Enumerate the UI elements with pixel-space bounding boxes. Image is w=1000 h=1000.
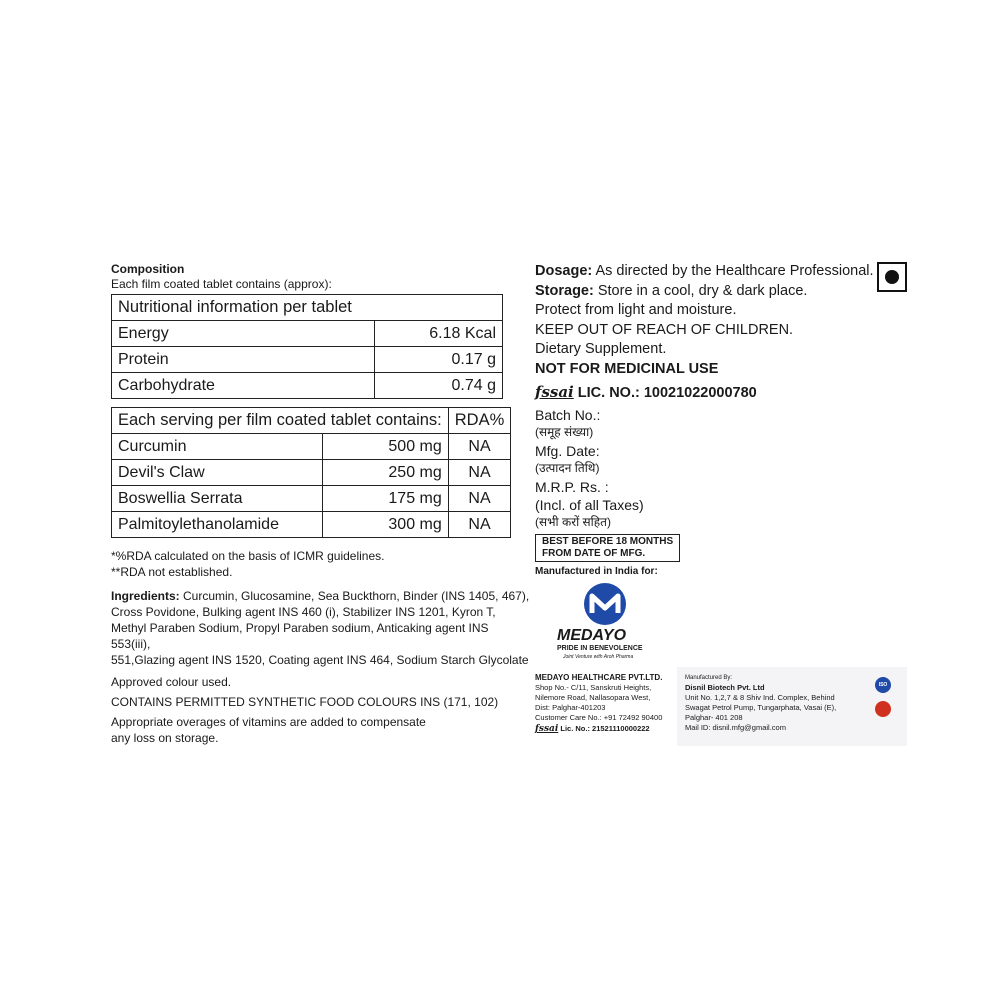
ingredient-name: Devil's Claw	[112, 460, 323, 486]
table-row	[112, 321, 503, 347]
ingredients-line: Curcumin, Glucosamine, Sea Buckthorn, Binder (INS 1405, 467),	[179, 589, 530, 603]
medayo-tagline: PRIDE IN BENEVOLENCE	[557, 644, 643, 652]
nutrition-table	[111, 294, 503, 399]
approved-colour: Approved colour used.	[111, 675, 232, 689]
dietary-text: Dietary Supplement.	[535, 341, 667, 357]
mfg-date-label: Mfg. Date:	[535, 442, 600, 459]
table-row	[112, 434, 511, 460]
nutrient-value: 6.18 Kcal	[375, 321, 503, 347]
nutrient-name: Protein	[112, 347, 375, 373]
medayo-emblem-icon	[575, 581, 635, 627]
dosage: Dosage: As directed by the Healthcare Professional.	[535, 263, 874, 279]
manufacturer-address-line: Swagat Petrol Pump, Tungarphata, Vasai (E),	[685, 703, 837, 712]
table-row	[112, 460, 511, 486]
manufacturer-panel	[677, 667, 907, 746]
address-block	[535, 673, 907, 746]
rda-note: *%RDA calculated on the basis of ICMR guidelines.	[111, 549, 385, 563]
composition-subtitle: Each film coated tablet contains (approx):	[111, 277, 332, 291]
nutrient-value: 0.17 g	[375, 347, 503, 373]
ingredient-name: Palmitoylethanolamide	[112, 512, 323, 538]
rda-header: RDA%	[448, 408, 511, 434]
food-colours: CONTAINS PERMITTED SYNTHETIC FOOD COLOURS INS (171, 102)	[111, 695, 499, 709]
serving-table-header: Each serving per film coated tablet contains:	[112, 408, 449, 434]
nutrient-name: Energy	[112, 321, 375, 347]
certification-badge-icon	[875, 701, 891, 717]
ingredient-amount: 300 mg	[323, 512, 449, 538]
veg-mark-icon	[877, 262, 907, 292]
left-column	[111, 262, 531, 746]
overages-line: Appropriate overages of vitamins are added to compensate	[111, 715, 426, 729]
ingredient-name: Boswellia Serrata	[112, 486, 323, 512]
ingredient-amount: 250 mg	[323, 460, 449, 486]
iso-badge-icon: ISO	[875, 677, 891, 693]
ingredient-rda: NA	[448, 486, 511, 512]
table-row	[112, 347, 503, 373]
not-medicinal-text: NOT FOR MEDICINAL USE	[535, 360, 719, 377]
batch-label: Batch No.:	[535, 406, 601, 423]
marketer-address-line: Dist: Palghar-401203	[535, 703, 606, 712]
right-column	[535, 262, 907, 665]
overages-line: any loss on storage.	[111, 731, 219, 745]
ingredients-line: Cross Povidone, Bulking agent INS 460 (i), Stabilizer INS 1201, Kyron T,	[111, 605, 496, 619]
table-row	[112, 486, 511, 512]
fssai-logo: fssai	[535, 383, 574, 401]
ingredients-line: 551,Glazing agent INS 1520, Coating agent INS 464, Sodium Starch Glycolate	[111, 653, 529, 667]
customer-care: Customer Care No.: +91 72492 90400	[535, 713, 663, 722]
ingredients-line: Methyl Paraben Sodium, Propyl Paraben sodium, Anticaking agent INS 553(iii),	[111, 621, 489, 651]
table-row	[112, 512, 511, 538]
medayo-logo	[557, 581, 657, 665]
manufacturer-label: Manufactured By:	[685, 675, 733, 681]
protect-text: Protect from light and moisture.	[535, 302, 737, 318]
fssai-license-number: LIC. NO.: 10021022000780	[577, 385, 757, 401]
incl-taxes-label-hindi: (सभी करों सहित)	[535, 514, 611, 529]
ingredient-amount: 175 mg	[323, 486, 449, 512]
ingredient-name: Curcumin	[112, 434, 323, 460]
ingredient-rda: NA	[448, 434, 511, 460]
medayo-brand: MEDAYO	[557, 626, 627, 644]
product-label	[103, 248, 908, 746]
marketer-address	[535, 673, 675, 734]
nutrient-value: 0.74 g	[375, 373, 503, 399]
incl-taxes-label: (Incl. of all Taxes)	[535, 496, 644, 513]
table-row	[112, 373, 503, 399]
marketer-address-line: Nilemore Road, Nallasopara West,	[535, 693, 651, 702]
batch-info	[535, 406, 907, 530]
nutrition-table-header: Nutritional information per tablet	[112, 295, 503, 321]
marketer-address-line: Shop No.- C/11, Sanskruti Heights,	[535, 683, 652, 692]
composition-title: Composition	[111, 262, 185, 276]
mrp-label: M.R.P. Rs. :	[535, 478, 609, 495]
medayo-sub-tagline: Joint Venture with Aroh Pharma	[563, 653, 634, 660]
marketer-name: MEDAYO HEALTHCARE PVT.LTD.	[535, 673, 663, 682]
rda-notes	[111, 548, 531, 580]
serving-table	[111, 407, 511, 538]
rda-not-established: **RDA not established.	[111, 565, 233, 579]
mfg-date-label-hindi: (उत्पादन तिथि)	[535, 460, 600, 475]
ingredient-amount: 500 mg	[323, 434, 449, 460]
manufacturer-address-line: Unit No. 1,2,7 & 8 Shiv Ind. Complex, Behind	[685, 693, 835, 702]
storage: Storage: Store in a cool, dry & dark place.	[535, 282, 808, 299]
ingredient-rda: NA	[448, 460, 511, 486]
fssai-license	[535, 383, 907, 404]
keep-out-text: KEEP OUT OF REACH OF CHILDREN.	[535, 321, 794, 338]
ingredients	[111, 588, 531, 668]
manufacturer-address	[685, 673, 865, 733]
ingredient-rda: NA	[448, 512, 511, 538]
marketer-license: fssai Lic. No.: 21521110000222	[535, 724, 650, 734]
manufactured-for: Manufactured in India for:	[535, 565, 658, 577]
manufacturer-name: Disnil Biotech Pvt. Ltd	[685, 683, 765, 692]
fssai-logo: fssai	[535, 724, 559, 734]
manufacturer-mail: Mail ID: disnil.mfg@gmail.com	[685, 723, 786, 732]
best-before-box: BEST BEFORE 18 MONTHS FROM DATE OF MFG.	[535, 534, 680, 562]
manufacturer-address-line: Palghar- 401 208	[685, 713, 743, 722]
nutrient-name: Carbohydrate	[112, 373, 375, 399]
batch-label-hindi: (समूह संख्या)	[535, 424, 594, 439]
ingredients-label: Ingredients:	[111, 589, 180, 603]
